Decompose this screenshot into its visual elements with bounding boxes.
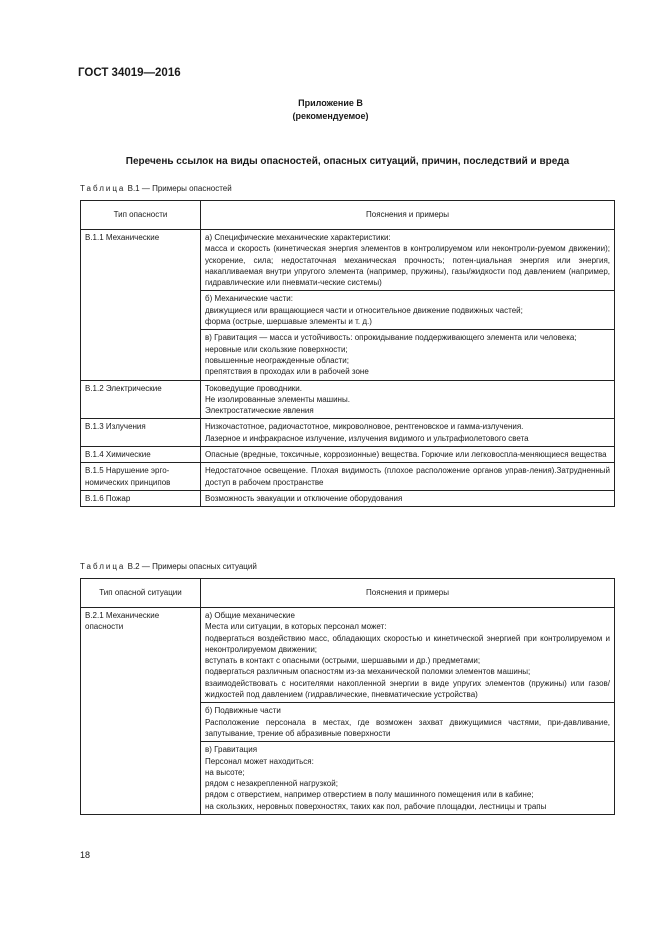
col-header-explanation: Пояснения и примеры xyxy=(201,201,615,230)
situation-explanation-cell: а) Общие механические Места или ситуации, в которых персонал может: подвергаться воздействию масс, обладающих скоростью и кинетической энергией при контролируемом и неконтролируемом движении; вступать в контакт с опасными (острыми, шершавыми и др.) предметами; подвергаться различным опасностям из-за механической поломки элементов машины; взаимодействовать с носителями накопленной энергии в виде упругих элементов (пружины) или газов/жидкостей под давлением (гидравлические, пневматические устройства) xyxy=(201,608,615,703)
table-header-row xyxy=(81,201,615,230)
situation-explanation-cell: б) Подвижные части Расположение персонала в местах, где возможен захват движущимися частями, при-давливание, запутывание, трение об абразивные поверхности xyxy=(201,703,615,742)
table1-caption-text: В.1 — Примеры опасностей xyxy=(127,184,232,193)
table1-caption xyxy=(80,184,232,193)
hazardous-situations-table xyxy=(80,578,615,815)
hazard-explanation-cell: Недостаточное освещение. Плохая видимость (плохое расположение органов управ-ления).Затрудненный доступ в рабочем пространстве xyxy=(201,463,615,491)
hazard-explanation-cell: Токоведущие проводники. Не изолированные элементы машины. Электростатические явления xyxy=(201,380,615,419)
hazard-type-cell: В.1.6 Пожар xyxy=(81,490,201,506)
table-row xyxy=(81,380,615,419)
col-header-situation-type: Тип опасной ситуации xyxy=(81,579,201,608)
hazard-type-cell: В.1.2 Электрические xyxy=(81,380,201,419)
appendix-title: Приложение В xyxy=(298,98,363,108)
hazard-explanation-cell: Опасные (вредные, токсичные, коррозионные) вещества. Горючие или легковоспла-меняющиеся вещества xyxy=(201,447,615,463)
table-row xyxy=(81,463,615,491)
table2-caption xyxy=(80,562,257,571)
situation-explanation-cell: в) Гравитация Персонал может находиться: на высоте; рядом с незакрепленной нагрузкой; рядом с отверстием, например отверстием в полу машинного помещения или в кабине; на скользких, неровных поверхностях, таких как пол, рабочие площадки, лестницы и трапы xyxy=(201,742,615,815)
table2-caption-text: В.2 — Примеры опасных ситуаций xyxy=(127,562,257,571)
hazard-explanation-cell: б) Механические части: движущиеся или вращающиеся части и относительное движение подвижных частей; форма (острые, шершавые элементы и т. д.) xyxy=(201,291,615,330)
hazard-explanation-cell: а) Специфические механические характеристики: масса и скорость (кинетическая энергия элементов в контролируемом или неконтроли-руемом движении); ускорение, сила; недостаточная механическая прочность; потен-циальная энергия или энергия, накапливаемая внутри упругого элемента (например, пружины), газы/жидкости под давлением (например, гидравлические или пневмати-ческие системы) xyxy=(201,230,615,291)
table-header-row xyxy=(81,579,615,608)
table-row xyxy=(81,608,615,703)
situation-type-cell: В.2.1 Механические опасности xyxy=(81,608,201,815)
table1-caption-label: Таблица xyxy=(80,184,126,193)
page-number: 18 xyxy=(80,850,91,860)
appendix-subtitle: (рекомендуемое) xyxy=(292,111,369,121)
table-row xyxy=(81,447,615,463)
hazard-type-cell: В.1.4 Химические xyxy=(81,447,201,463)
standard-header: ГОСТ 34019—2016 xyxy=(78,67,181,79)
hazard-explanation-cell: Возможность эвакуации и отключение оборудования xyxy=(201,490,615,506)
hazard-type-cell: В.1.1 Механические xyxy=(81,230,201,381)
table-row xyxy=(81,230,615,291)
main-title: Перечень ссылок на виды опасностей, опасных ситуаций, причин, последствий и вреда xyxy=(125,156,570,167)
hazard-type-cell: В.1.3 Излучения xyxy=(81,419,201,447)
table2-caption-label: Таблица xyxy=(80,562,126,571)
col-header-explanation: Пояснения и примеры xyxy=(201,579,615,608)
col-header-type: Тип опасности xyxy=(81,201,201,230)
hazard-explanation-cell: Низкочастотное, радиочастотное, микроволновое, рентгеновское и гамма-излучения. Лазерное и инфракрасное излучение, излучения видимого и ультрафиолетового света xyxy=(201,419,615,447)
table-row xyxy=(81,419,615,447)
hazard-explanation-cell: в) Гравитация — масса и устойчивость: опрокидывание поддерживающего элемента или человека; неровные или скользкие поверхности; повышенные неогражденные области; препятствия в проходах или в рабочей зоне xyxy=(201,330,615,380)
hazards-table xyxy=(80,200,615,507)
hazard-type-cell: В.1.5 Нарушение эрго-номических принципов xyxy=(81,463,201,491)
table-row xyxy=(81,490,615,506)
